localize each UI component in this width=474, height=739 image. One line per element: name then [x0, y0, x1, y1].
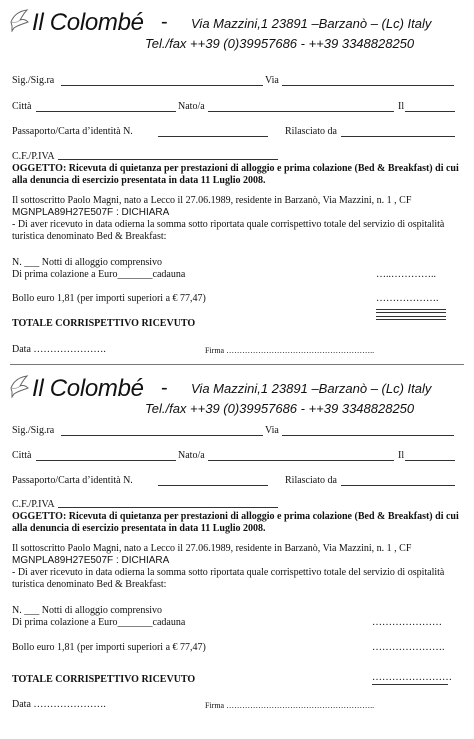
- dichiara-text: - Di aver ricevuto in data odierna la somma sotto riportata quale corrispettivo totale del servizio di ospitalità turistica denominato Bed & Breakfast:: [12, 567, 445, 590]
- brand-name: Il Colombé: [32, 375, 144, 402]
- sig-field[interactable]: [61, 75, 263, 86]
- cf-field[interactable]: [58, 497, 278, 508]
- rilasciato-field[interactable]: [341, 126, 455, 137]
- brand-dash: -: [161, 11, 168, 33]
- nato-field[interactable]: [208, 101, 394, 112]
- firma-field[interactable]: Firma ………………………………………………..: [205, 346, 375, 355]
- notti-text: N. ___ Notti di alloggio comprensivo: [12, 605, 162, 616]
- via-label: Via: [265, 425, 279, 436]
- colazione-amount[interactable]: …..…………..: [376, 269, 436, 280]
- citta-field[interactable]: [36, 101, 176, 112]
- address-text: Via Mazzini,1 23891 –Barzanò – (Lc) Italy: [191, 16, 432, 31]
- passaporto-field[interactable]: [158, 126, 268, 137]
- rilasciato-field[interactable]: [341, 475, 455, 486]
- sig-label: Sig./Sig.ra: [12, 75, 55, 86]
- dove-logo-icon: [8, 374, 30, 398]
- rilasciato-label: Rilasciato da: [285, 126, 337, 137]
- citta-label: Città: [12, 450, 32, 461]
- via-label: Via: [265, 75, 279, 86]
- brand-name: Il Colombé: [32, 9, 144, 36]
- cf-label: C.F./P.IVA: [12, 151, 55, 162]
- il-field[interactable]: [405, 450, 455, 461]
- oggetto-text: OGGETTO: Ricevuta di quietanza per prestazioni di alloggio e prima colazione (Bed & Breakfast) di cui alla denuncia di esercizio presentata in data 11 Luglio 2008.: [12, 511, 459, 534]
- via-field[interactable]: [282, 425, 454, 436]
- bollo-text: Bollo euro 1,81 (per importi superiori a € 77,47): [12, 642, 206, 653]
- sig-field[interactable]: [61, 425, 263, 436]
- citta-field[interactable]: [36, 450, 176, 461]
- il-label: Il: [398, 101, 405, 112]
- notti-text: N. ___ Notti di alloggio comprensivo: [12, 257, 162, 268]
- cf-field[interactable]: [58, 149, 278, 160]
- bollo-amount[interactable]: ……………….: [376, 293, 439, 304]
- il-label: Il: [398, 450, 405, 461]
- data-field[interactable]: Data ………………….: [12, 344, 106, 355]
- totale-amount[interactable]: ……………………: [372, 672, 452, 683]
- oggetto-text: OGGETTO: Ricevuta di quietanza per prestazioni di alloggio e prima colazione (Bed & Breakfast) di cui alla denuncia di esercizio presentata in data 11 Luglio 2008.: [12, 163, 459, 186]
- passaporto-label: Passaporto/Carta d’identità N.: [12, 126, 133, 137]
- via-field[interactable]: [282, 75, 454, 86]
- nato-label: Nato/a: [178, 450, 205, 461]
- total-double-rule-lower: [376, 316, 446, 320]
- nato-field[interactable]: [208, 450, 394, 461]
- total-double-rule-upper: [376, 309, 446, 313]
- colazione-amount[interactable]: …………………: [372, 617, 442, 628]
- address-text: Via Mazzini,1 23891 –Barzanò – (Lc) Italy: [191, 381, 432, 396]
- citta-label: Città: [12, 101, 32, 112]
- cf-code-text: MGNPLA89H27E507F : DICHIARA: [12, 555, 170, 566]
- totale-label: TOTALE CORRISPETTIVO RICEVUTO: [12, 674, 196, 685]
- cf-label: C.F./P.IVA: [12, 499, 55, 510]
- bollo-text: Bollo euro 1,81 (per importi superiori a € 77,47): [12, 293, 206, 304]
- il-field[interactable]: [405, 101, 455, 112]
- colazione-text: Di prima colazione a Euro_______cadauna: [12, 269, 186, 280]
- totale-label: TOTALE CORRISPETTIVO RICEVUTO: [12, 318, 196, 329]
- passaporto-field[interactable]: [158, 475, 268, 486]
- totale-underline: [372, 684, 448, 685]
- phone-text: Tel./fax ++39 (0)39957686 - ++39 3348828250: [145, 401, 415, 416]
- firma-field[interactable]: Firma ………………………………………………..: [205, 701, 375, 710]
- colazione-text: Di prima colazione a Euro_______cadauna: [12, 617, 186, 628]
- dichiara-text: - Di aver ricevuto in data odierna la somma sotto riportata quale corrispettivo totale del servizio di ospitalità turistica denominato Bed & Breakfast:: [12, 219, 445, 242]
- cf-code-text: MGNPLA89H27E507F : DICHIARA: [12, 207, 170, 218]
- phone-text: Tel./fax ++39 (0)39957686 - ++39 3348828250: [145, 36, 415, 51]
- brand-dash: -: [161, 377, 168, 399]
- passaporto-label: Passaporto/Carta d’identità N.: [12, 475, 133, 486]
- dove-logo-icon: [8, 8, 30, 32]
- nato-label: Nato/a: [178, 101, 205, 112]
- sig-label: Sig./Sig.ra: [12, 425, 55, 436]
- data-field[interactable]: Data ………………….: [12, 699, 106, 710]
- section-divider: [10, 364, 464, 365]
- bollo-amount[interactable]: ………………….: [372, 642, 445, 653]
- rilasciato-label: Rilasciato da: [285, 475, 337, 486]
- sottoscritto-text: Il sottoscritto Paolo Magni, nato a Lecco il 27.06.1989, residente in Barzanò, Via Mazzini, n. 1 , CF: [12, 543, 412, 554]
- sottoscritto-text: Il sottoscritto Paolo Magni, nato a Lecco il 27.06.1989, residente in Barzanò, Via Mazzini, n. 1 , CF: [12, 195, 412, 206]
